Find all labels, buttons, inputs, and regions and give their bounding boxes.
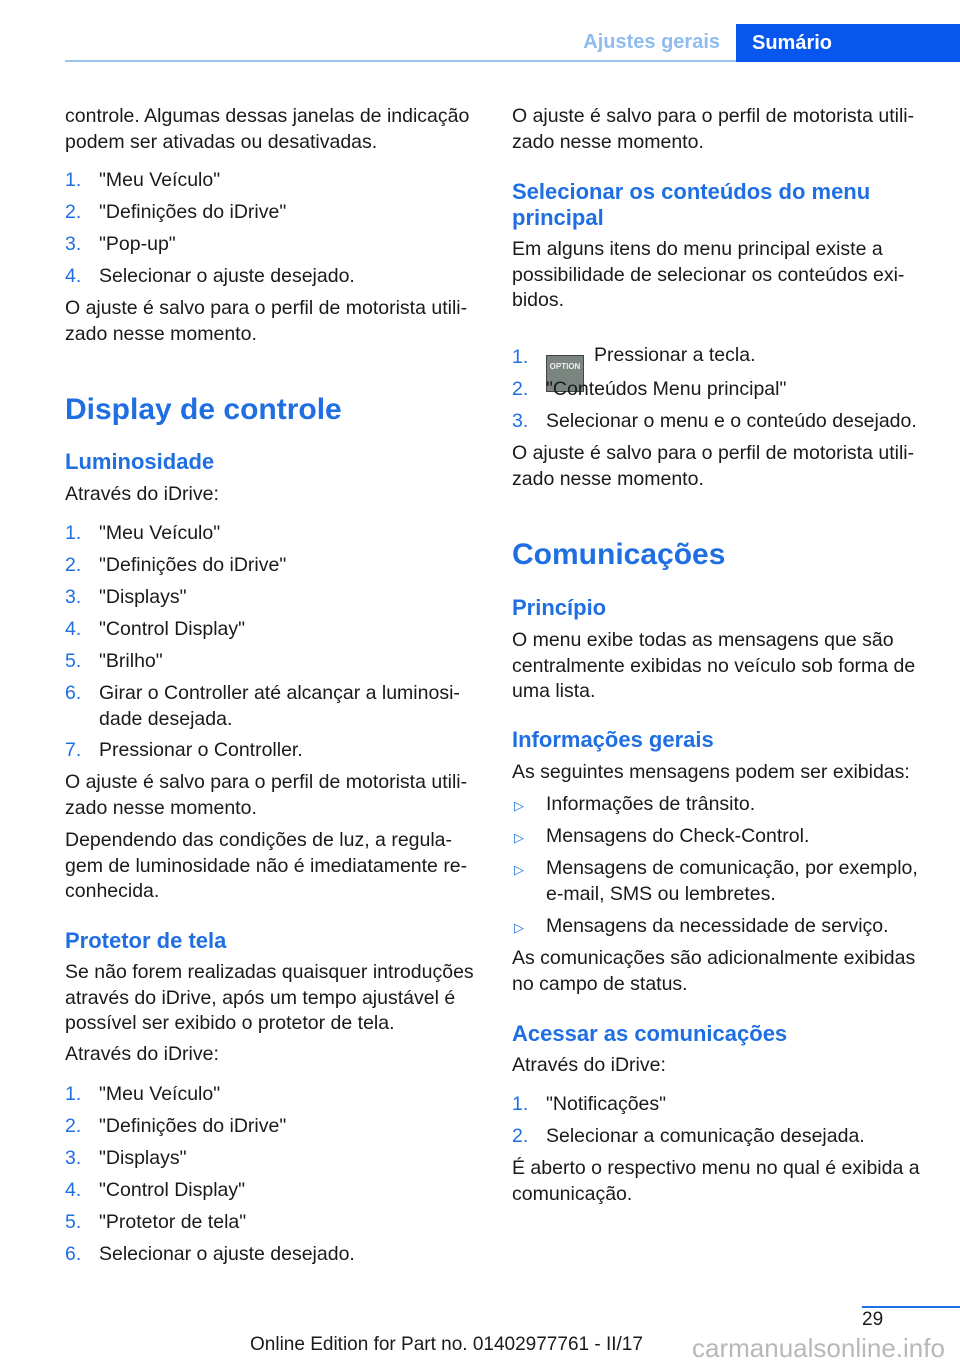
subsection-heading: Protetor de tela <box>65 928 227 953</box>
list-item-text: "Protetor de tela" <box>99 1211 247 1233</box>
subsection-heading: Acessar as comunicações <box>512 1021 788 1046</box>
paragraph: O ajuste é salvo para o perfil de motorista utili‐ zado nesse momento. <box>512 442 915 490</box>
list-item-text: "Brilho" <box>99 650 163 672</box>
list-item-text: "Displays" <box>99 586 187 608</box>
paragraph: As comunicações são adicionalmente exibidas no campo de status. <box>512 947 916 995</box>
list-number: 4. <box>65 618 82 640</box>
list-number: 1. <box>65 169 82 191</box>
list-number: 1. <box>512 1093 529 1115</box>
list-number: 5. <box>65 650 82 672</box>
watermark: carmanualsonline.info <box>692 1333 945 1363</box>
list-item-text: "Definições do iDrive" <box>99 1115 287 1137</box>
paragraph: O ajuste é salvo para o perfil de motorista utili‐ zado nesse momento. <box>65 771 468 819</box>
list-item-text: "Meu Veículo" <box>99 1083 221 1105</box>
paragraph: É aberto o respectivo menu no qual é exibida a comunicação. <box>512 1157 920 1205</box>
section-heading: Comunicações <box>512 538 726 571</box>
list-item-text: "Definições do iDrive" <box>99 554 287 576</box>
list-number: 3. <box>65 233 82 255</box>
list-item-text: "Control Display" <box>99 1179 246 1201</box>
subsection-heading: Princípio <box>512 595 607 620</box>
list-number: 1. <box>65 1083 82 1105</box>
list-number: 3. <box>65 586 82 608</box>
option-key-icon: OPTION <box>546 355 584 392</box>
list-item-text: "Notificações" <box>546 1093 667 1115</box>
paragraph: Através do iDrive: <box>65 483 219 505</box>
footer-rule <box>862 1306 960 1308</box>
paragraph: O ajuste é salvo para o perfil de motorista utili‐ zado nesse momento. <box>65 297 468 345</box>
list-number: 2. <box>65 201 82 223</box>
list-number: 1. <box>512 346 529 368</box>
list-item-text: "Control Display" <box>99 618 246 640</box>
subsection-heading: Selecionar os conteúdos do menu principal <box>512 179 871 230</box>
subsection-heading: Informações gerais <box>512 727 714 752</box>
list-number: 6. <box>65 1243 82 1265</box>
list-item-text: "Displays" <box>99 1147 187 1169</box>
paragraph: Dependendo das condições de luz, a regula‐ gem de luminosidade não é imediatamente re‐ conhecida. <box>65 829 468 902</box>
list-item-text: Selecionar o ajuste desejado. <box>99 1243 355 1265</box>
list-number: 5. <box>65 1211 82 1233</box>
list-number: 2. <box>512 378 529 400</box>
paragraph: Através do iDrive: <box>512 1054 666 1076</box>
paragraph: controle. Algumas dessas janelas de indicação podem ser ativadas ou desativadas. <box>65 105 470 153</box>
list-item-text: "Pop-up" <box>99 233 176 255</box>
list-item-text: Mensagens da necessidade de serviço. <box>546 915 889 937</box>
list-item-text: Selecionar o ajuste desejado. <box>99 265 355 287</box>
paragraph: Através do iDrive: <box>65 1043 219 1065</box>
list-number: 2. <box>65 1115 82 1137</box>
edition-text: Online Edition for Part no. 01402977761 - II/17 <box>250 1334 643 1355</box>
list-number: 3. <box>65 1147 82 1169</box>
list-item-text: Selecionar o menu e o conteúdo desejado. <box>546 410 917 432</box>
page-number: 29 <box>862 1309 884 1330</box>
list-item-text: Selecionar a comunicação desejada. <box>546 1125 865 1147</box>
section-heading: Display de controle <box>65 393 342 426</box>
list-number: 3. <box>512 410 529 432</box>
paragraph: O ajuste é salvo para o perfil de motorista utili‐ zado nesse momento. <box>512 105 915 153</box>
list-number: 4. <box>65 1179 82 1201</box>
tab-sumario[interactable]: Sumário <box>736 24 960 62</box>
paragraph: O menu exibe todas as mensagens que são centralmente exibidas no veículo sob forma de uma lista. <box>512 629 916 702</box>
list-number: 6. <box>65 682 82 704</box>
list-item-label: Pressionar a tecla. <box>594 344 756 366</box>
list-item-text: Pressionar o Controller. <box>99 739 303 761</box>
list-item-text: "Conteúdos Menu principal" <box>546 378 787 400</box>
list-number: 2. <box>65 554 82 576</box>
list-number: 4. <box>65 265 82 287</box>
subsection-heading: Luminosidade <box>65 449 215 474</box>
paragraph: Se não forem realizadas quaisquer introduções através do iDrive, após um tempo ajustável é possível ser exibido o protetor de tela. <box>65 961 474 1034</box>
list-item-text: "Meu Veículo" <box>99 169 221 191</box>
list-item-text: Girar o Controller até alcançar a luminosi‐ dade desejada. <box>99 682 460 730</box>
list-item-text: Mensagens do Check-Control. <box>546 825 810 847</box>
list-item-text: "Definições do iDrive" <box>99 201 287 223</box>
list-item-text: Mensagens de comunicação, por exemplo, e-mail, SMS ou lembretes. <box>546 857 918 905</box>
triangle-bullet-icon: ▷ <box>514 862 524 877</box>
list-number: 1. <box>65 522 82 544</box>
tab-section-ajustes-gerais[interactable]: Ajustes gerais <box>583 31 720 53</box>
paragraph: As seguintes mensagens podem ser exibidas: <box>512 761 910 783</box>
list-number: 2. <box>512 1125 529 1147</box>
list-item-text: Informações de trânsito. <box>546 793 756 815</box>
triangle-bullet-icon: ▷ <box>514 798 524 813</box>
list-item-text: "Meu Veículo" <box>99 522 221 544</box>
triangle-bullet-icon: ▷ <box>514 920 524 935</box>
triangle-bullet-icon: ▷ <box>514 830 524 845</box>
list-number: 7. <box>65 739 82 761</box>
paragraph: Em alguns itens do menu principal existe a possibilidade de selecionar os conteúdos exi‐ bidos. <box>512 238 905 311</box>
